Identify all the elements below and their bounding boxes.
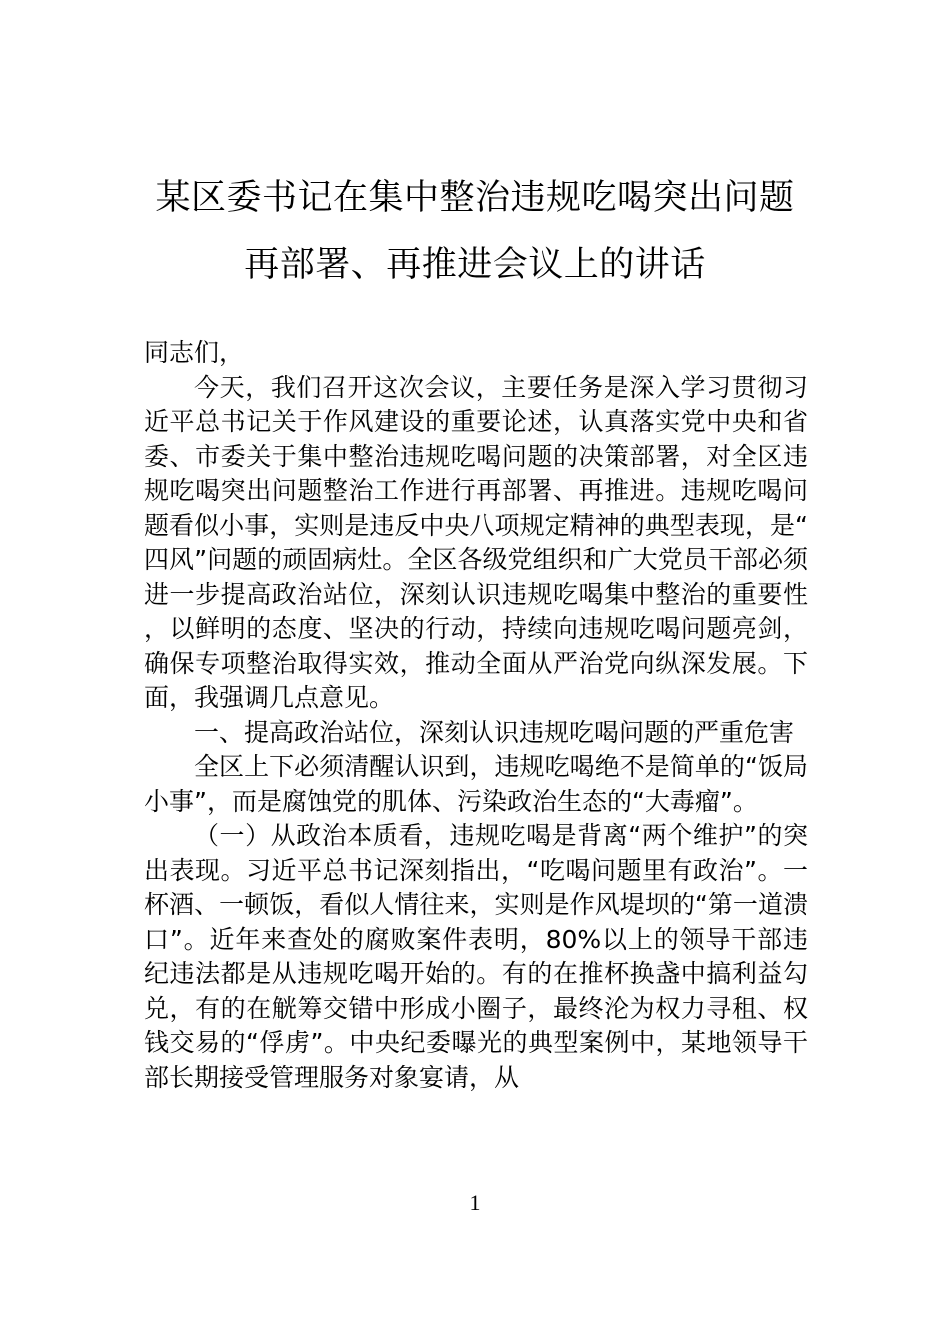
opening-paragraph: 今天，我们召开这次会议，主要任务是深入学习贯彻习近平总书记关于作风建设的重要论述，认真落实党中央和省委、市委关于集中整治违规吃喝问题的决策部署，对全区违规吃喝突出问题整治工作进行再部署、再推进。违规吃喝问题看似小事，实则是违反中央八项规定精神的典型表现，是“四风”问题的顽固病灶。全区各级党组织和广大党员干部必须进一步提高政治站位，深刻认识违规吃喝集中整治的重要性，以鲜明的态度、坚决的行动，持续向违规吃喝问题亮剑，确保专项整治取得实效，推动全面从严治党向纵深发展。下面，我强调几点意见。 [144,372,808,712]
document-title-line-1: 某区委书记在集中整治违规吃喝突出问题 [155,178,795,218]
section-heading-1: 一、提高政治站位，深刻认识违规吃喝问题的严重危害 [194,717,795,747]
document-title-line-2: 再部署、再推进会议上的讲话 [244,245,706,285]
document-body [144,336,808,1095]
page-number: 1 [469,1190,481,1215]
section-1-intro-paragraph: 全区上下必须清醒认识到，违规吃喝绝不是简单的“饭局小事”，而是腐蚀党的肌体、污染政治生态的“大毒瘤”。 [144,752,808,816]
salutation: 同志们， [144,338,245,367]
subsection-1-paragraph: （一）从政治本质看，违规吃喝是背离“两个维护”的突出表现。习近平总书记深刻指出，“吃喝问题里有政治”。一杯酒、一顿饭，看似人情往来，实则是作风堤坝的“第一道溃口”。近年来查处的腐败案件表明，80%以上的领导干部违纪违法都是从违规吃喝开始的。有的在推杯换盏中搞利益勾兑，有的在觥筹交错中形成小圈子，最终沦为权力寻租、权钱交易的“俘虏”。中央纪委曝光的典型案例中，某地领导干部长期接受管理服务对象宴请，从 [144,821,808,1092]
